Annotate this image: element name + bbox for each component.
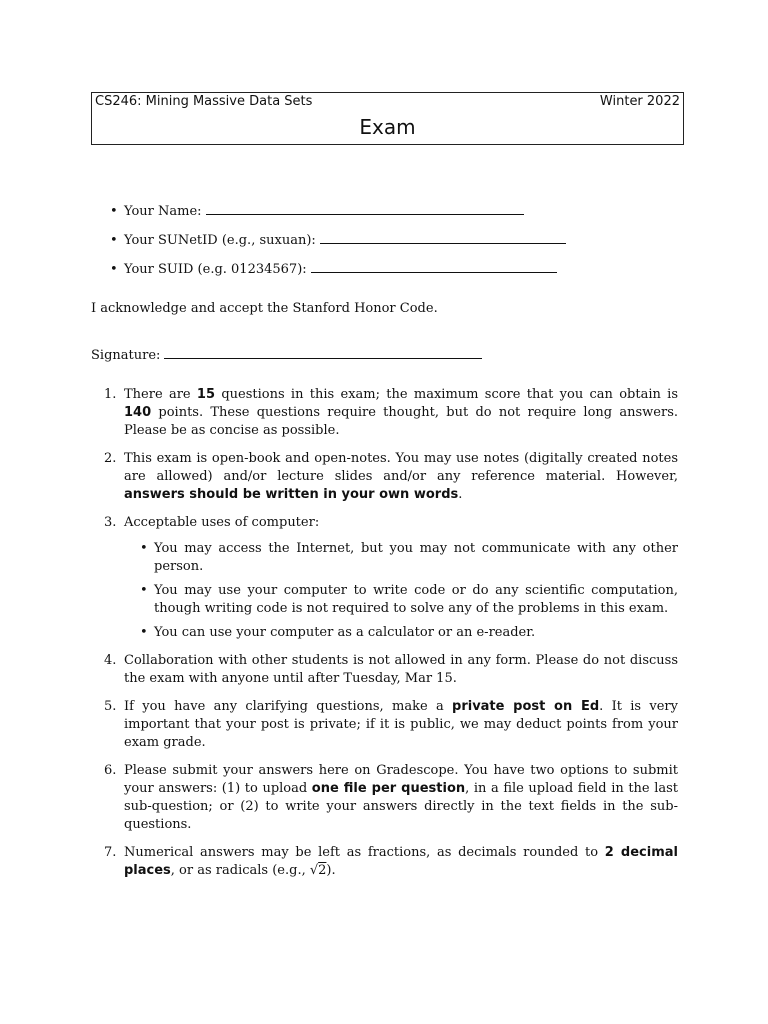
signature-line[interactable] [164, 344, 482, 359]
course-title: CS246: Mining Massive Data Sets [95, 94, 313, 109]
rule-text: , in a file upload field in the last sub-question; or (2) to write your answers directly in the text fields in the sub-questions. [124, 781, 678, 832]
sqrt-symbol: √ [309, 863, 319, 878]
rule-item [104, 386, 678, 440]
rule-item [104, 698, 678, 752]
signature-label: Signature: [91, 348, 161, 363]
bullet-icon: • [140, 625, 148, 640]
page-title: Exam [359, 115, 416, 139]
computer-uses-list [124, 540, 678, 642]
rule-item [104, 652, 678, 688]
bullet-icon: • [140, 583, 148, 598]
rule-text: . [458, 487, 463, 502]
rule-item [104, 844, 678, 880]
rule-text: This exam is open-book and open-notes. You may use notes (digitally created notes are allowed) and/or lecture slides and/or any reference material. However, [124, 451, 678, 484]
bullet-icon: • [110, 204, 118, 219]
rule-text: Please submit your answers here on Gradescope. You have two options to submit your answers: (1) to upload [124, 763, 678, 796]
list-item [124, 624, 678, 642]
list-item-text: You may use your computer to write code or do any scientific computation, though writing code is not required to solve any of the problems in this exam. [154, 583, 678, 616]
rule-text: Numerical answers may be left as fractions, as decimals rounded to [124, 845, 605, 860]
sqrt-argument: 2 [318, 863, 327, 878]
rule-number: 3. [104, 515, 117, 530]
rule-text: ). [326, 863, 336, 878]
rule-number: 7. [104, 845, 117, 860]
rule-bold: answers should be written in your own words [124, 487, 459, 502]
signature-row [91, 344, 482, 363]
student-info-list [110, 200, 566, 287]
rule-number: 2. [104, 451, 117, 466]
suid-field-row [110, 258, 566, 287]
exam-rules-list [104, 386, 678, 890]
rule-item [104, 762, 678, 834]
list-item [124, 582, 678, 618]
rule-text: , or as radicals (e.g., [170, 863, 310, 878]
rule-text: . It is very important that your post is private; if it is public, we may deduct points from your exam grade. [124, 699, 678, 750]
name-field-line[interactable] [206, 200, 524, 215]
rule-item [104, 514, 678, 642]
rule-text: questions in this exam; the maximum score that you can obtain is [215, 387, 678, 402]
sunetid-field-label: Your SUNetID (e.g., suxuan): [124, 233, 316, 248]
rule-text: Collaboration with other students is not allowed in any form. Please do not discuss the exam with anyone until after Tuesday, Mar 15. [124, 653, 678, 686]
honor-code-acknowledgement: I acknowledge and accept the Stanford Honor Code. [91, 301, 438, 316]
sunetid-field-line[interactable] [320, 229, 566, 244]
list-item [124, 540, 678, 576]
sunetid-field-row [110, 229, 566, 258]
bullet-icon: • [140, 541, 148, 556]
name-field-row [110, 200, 566, 229]
suid-field-line[interactable] [311, 258, 557, 273]
name-field-label: Your Name: [124, 204, 202, 219]
list-item-text: You can use your computer as a calculator or an e-reader. [154, 625, 536, 640]
rule-bold: 140 [124, 405, 152, 420]
rule-bold: private post on Ed [452, 699, 600, 714]
bullet-icon: • [110, 233, 118, 248]
list-item-text: You may access the Internet, but you may not communicate with any other person. [154, 541, 678, 574]
rule-text: points. These questions require thought, but do not require long answers. Please be as concise as possible. [124, 405, 678, 438]
rule-number: 4. [104, 653, 117, 668]
rule-text: If you have any clarifying questions, make a [124, 699, 453, 714]
rule-bold: 2 decimal places [124, 845, 678, 878]
rule-item [104, 450, 678, 504]
term-label: Winter 2022 [599, 94, 680, 109]
suid-field-label: Your SUID (e.g. 01234567): [124, 262, 307, 277]
rule-bold: 15 [196, 387, 216, 402]
rule-number: 5. [104, 699, 117, 714]
bullet-icon: • [110, 262, 118, 277]
header-box [91, 92, 684, 145]
rule-number: 1. [104, 387, 117, 402]
rule-text: Acceptable uses of computer: [124, 515, 320, 530]
rule-number: 6. [104, 763, 117, 778]
rule-bold: one file per question [311, 781, 466, 796]
rule-text: There are [124, 387, 197, 402]
